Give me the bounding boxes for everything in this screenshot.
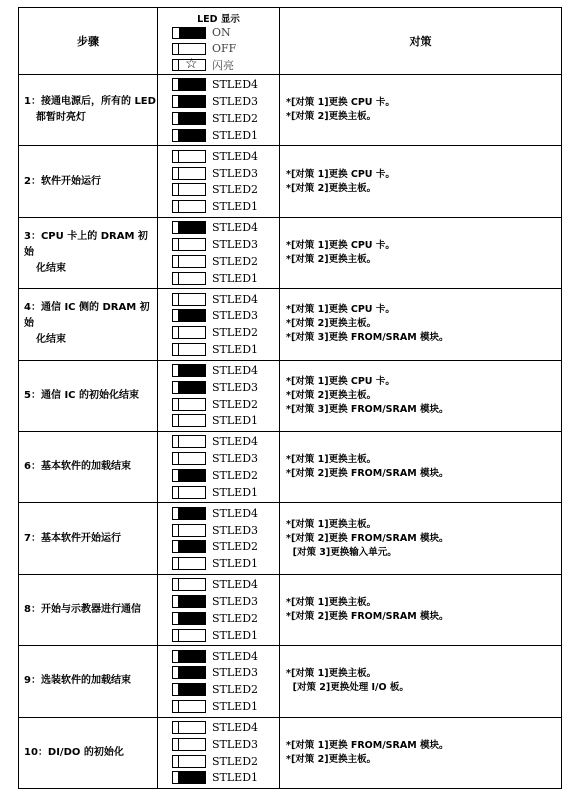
led-name: STLED1 [212, 628, 259, 642]
led-display-title: LED 显示 [197, 13, 240, 25]
header-led-legend [158, 8, 280, 75]
action-item: *[对策 1]更换 CPU 卡。 [286, 304, 395, 316]
step-cell [19, 574, 158, 645]
led-name: STLED3 [212, 95, 259, 109]
led-row [172, 539, 279, 556]
led-indicator-on [172, 666, 206, 679]
led-name: STLED4 [212, 578, 259, 592]
legend-off-label: OFF [212, 42, 237, 55]
led-indicator-on [172, 650, 206, 663]
action-item: *[对策 2]更换 FROM/SRAM 模块。 [286, 610, 449, 622]
led-name: STLED3 [212, 452, 259, 466]
action-item: *[对策 2]更换 FROM/SRAM 模块。 [286, 532, 449, 544]
step-text: 2：软件开始运行 [24, 175, 101, 187]
led-name: STLED4 [212, 364, 259, 378]
led-indicator-off [172, 435, 206, 448]
step-cell [19, 75, 158, 146]
led-row [172, 698, 279, 715]
action-item: *[对策 1]更换 CPU 卡。 [286, 375, 395, 387]
led-name: STLED4 [212, 649, 259, 663]
table-row [19, 646, 562, 717]
led-name: STLED2 [212, 254, 259, 268]
led-row [172, 362, 279, 379]
step-text: 1：接通电源后，所有的 LED [24, 96, 156, 108]
led-indicator-off [172, 150, 206, 163]
led-cell [158, 717, 280, 788]
led-name: STLED4 [212, 78, 259, 92]
step-text: 都暂时亮灯 [36, 112, 86, 124]
led-name: STLED4 [212, 435, 259, 449]
led-indicator-off [172, 557, 206, 570]
led-indicator-off [172, 524, 206, 537]
action-item: *[对策 1]更换 CPU 卡。 [286, 168, 395, 180]
table-row [19, 146, 562, 217]
action-item: *[对策 1]更换 CPU 卡。 [286, 97, 395, 109]
step-cell [19, 289, 158, 360]
legend-on [172, 25, 279, 41]
led-name: STLED2 [212, 183, 259, 197]
led-indicator-off [172, 293, 206, 306]
table-row [19, 503, 562, 574]
led-indicator-off [172, 414, 206, 427]
led-row [172, 665, 279, 682]
led-name: STLED2 [212, 683, 259, 697]
legend-off [172, 41, 279, 57]
led-row [172, 467, 279, 484]
led-indicator-off [172, 343, 206, 356]
step-cell [19, 431, 158, 502]
led-off-swatch [172, 43, 206, 55]
led-indicator-off [172, 738, 206, 751]
led-row [172, 341, 279, 358]
action-item: [对策 3]更换输入单元。 [286, 546, 397, 558]
led-name: STLED1 [212, 343, 259, 357]
led-name: STLED1 [212, 485, 259, 499]
led-name: STLED2 [212, 469, 259, 483]
led-blink-swatch [172, 55, 206, 72]
led-indicator-off [172, 755, 206, 768]
led-indicator-on [172, 469, 206, 482]
led-name: STLED4 [212, 221, 259, 235]
led-indicator-on [172, 129, 206, 142]
led-row [172, 770, 279, 787]
star-icon: ☆ [185, 55, 198, 72]
led-row [172, 681, 279, 698]
action-item: *[对策 1]更换主板。 [286, 596, 377, 608]
led-troubleshooting-table [18, 7, 562, 789]
action-item: *[对策 1]更换 FROM/SRAM 模块。 [286, 739, 449, 751]
led-cell [158, 289, 280, 360]
table-row [19, 289, 562, 360]
led-cell [158, 146, 280, 217]
led-row [172, 555, 279, 572]
led-row [172, 413, 279, 430]
led-indicator-off [172, 200, 206, 213]
led-name: STLED1 [212, 771, 259, 785]
step-cell [19, 717, 158, 788]
led-name: STLED3 [212, 238, 259, 252]
led-name: STLED2 [212, 112, 259, 126]
led-row [172, 627, 279, 644]
led-indicator-on [172, 95, 206, 108]
step-text: 4：通信 IC 侧的 DRAM 初始 [24, 302, 150, 330]
action-cell [280, 646, 562, 717]
led-indicator-off [172, 578, 206, 591]
led-name: STLED1 [212, 128, 259, 142]
action-cell [280, 360, 562, 431]
led-indicator-off [172, 326, 206, 339]
action-item: *[对策 2]更换主板。 [286, 318, 377, 330]
action-cell [280, 289, 562, 360]
action-cell [280, 574, 562, 645]
led-row [172, 505, 279, 522]
led-indicator-on [172, 683, 206, 696]
step-cell [19, 146, 158, 217]
step-text: 8：开始与示教器进行通信 [24, 603, 141, 615]
led-name: STLED3 [212, 166, 259, 180]
led-name: STLED4 [212, 149, 259, 163]
led-indicator-off [172, 700, 206, 713]
led-indicator-off [172, 238, 206, 251]
step-text: 10：DI/DO 的初始化 [24, 746, 124, 758]
led-row [172, 219, 279, 236]
led-row [172, 324, 279, 341]
led-indicator-on [172, 309, 206, 322]
step-text: 化结束 [36, 334, 66, 346]
led-indicator-on [172, 771, 206, 784]
led-indicator-on [172, 112, 206, 125]
action-cell [280, 146, 562, 217]
led-row [172, 253, 279, 270]
legend-blink [172, 57, 279, 73]
led-row [172, 719, 279, 736]
led-name: STLED1 [212, 700, 259, 713]
step-cell [19, 503, 158, 574]
action-item: *[对策 2]更换主板。 [286, 111, 377, 123]
action-cell [280, 431, 562, 502]
led-indicator-off [172, 452, 206, 465]
led-name: STLED1 [212, 200, 259, 214]
led-row [172, 753, 279, 770]
led-indicator-off [172, 398, 206, 411]
led-indicator-off [172, 272, 206, 285]
led-indicator-on [172, 612, 206, 625]
step-text: 化结束 [36, 262, 66, 274]
led-indicator-on [172, 540, 206, 553]
step-text: 6：基本软件的加载结束 [24, 461, 131, 473]
action-item: *[对策 1]更换主板。 [286, 518, 377, 530]
led-on-swatch [172, 27, 206, 39]
action-item: *[对策 2]更换主板。 [286, 753, 377, 765]
led-name: STLED2 [212, 611, 259, 625]
led-row [172, 148, 279, 165]
step-text: 5：通信 IC 的初始化结束 [24, 389, 139, 401]
led-name: STLED1 [212, 414, 259, 428]
led-row [172, 450, 279, 467]
led-row [172, 165, 279, 182]
action-cell [280, 717, 562, 788]
led-name: STLED3 [212, 737, 259, 751]
led-cell [158, 75, 280, 146]
action-cell [280, 75, 562, 146]
led-indicator-off [172, 629, 206, 642]
led-indicator-off [172, 255, 206, 268]
led-row [172, 396, 279, 413]
led-row [172, 291, 279, 308]
led-row [172, 736, 279, 753]
action-item: *[对策 1]更换 CPU 卡。 [286, 239, 395, 251]
action-item: *[对策 1]更换主板。 [286, 454, 377, 466]
action-item: *[对策 2]更换主板。 [286, 253, 377, 265]
table-row [19, 574, 562, 645]
led-cell [158, 360, 280, 431]
led-indicator-off [172, 183, 206, 196]
led-row [172, 198, 279, 215]
step-cell [19, 217, 158, 288]
led-name: STLED1 [212, 271, 259, 285]
led-name: STLED2 [212, 540, 259, 554]
led-name: STLED4 [212, 506, 259, 520]
step-text: 3：CPU 卡上的 DRAM 初始 [24, 230, 148, 258]
led-name: STLED3 [212, 523, 259, 537]
led-indicator-on [172, 381, 206, 394]
led-indicator-on [172, 221, 206, 234]
led-name: STLED4 [212, 721, 259, 734]
legend-blink-label: 闪亮 [212, 58, 234, 72]
led-name: STLED2 [212, 397, 259, 411]
led-cell [158, 431, 280, 502]
action-item: *[对策 2]更换主板。 [286, 182, 377, 194]
table-row [19, 75, 562, 146]
led-name: STLED3 [212, 380, 259, 394]
led-row [172, 593, 279, 610]
led-cell [158, 217, 280, 288]
led-row [172, 236, 279, 253]
action-item: *[对策 3]更换 FROM/SRAM 模块。 [286, 403, 449, 415]
action-item: [对策 2]更换处理 I/O 板。 [286, 682, 409, 694]
action-item: *[对策 1]更换主板。 [286, 668, 377, 680]
step-text: 9：选装软件的加载结束 [24, 675, 131, 687]
led-name: STLED2 [212, 754, 259, 768]
led-row [172, 270, 279, 287]
legend-on-label: ON [212, 26, 231, 39]
header-action: 对策 [280, 8, 562, 75]
led-indicator-on [172, 507, 206, 520]
led-indicator-off [172, 486, 206, 499]
led-name: STLED2 [212, 326, 259, 340]
table-row [19, 431, 562, 502]
action-item: *[对策 2]更换主板。 [286, 389, 377, 401]
led-row [172, 610, 279, 627]
led-cell [158, 646, 280, 717]
step-cell [19, 360, 158, 431]
table-row [19, 217, 562, 288]
led-row [172, 308, 279, 325]
led-row [172, 379, 279, 396]
action-cell [280, 217, 562, 288]
header-row [19, 8, 562, 75]
led-row [172, 77, 279, 94]
step-cell [19, 646, 158, 717]
led-cell [158, 503, 280, 574]
led-row [172, 93, 279, 110]
step-text: 7：基本软件开始运行 [24, 532, 121, 544]
led-row [172, 434, 279, 451]
led-name: STLED3 [212, 309, 259, 323]
led-row [172, 182, 279, 199]
led-indicator-on [172, 78, 206, 91]
header-step: 步骤 [19, 8, 158, 75]
action-cell [280, 503, 562, 574]
led-row [172, 484, 279, 501]
table-row [19, 360, 562, 431]
led-row [172, 110, 279, 127]
led-row [172, 576, 279, 593]
led-name: STLED4 [212, 292, 259, 306]
led-row [172, 522, 279, 539]
led-row [172, 648, 279, 665]
led-indicator-off [172, 167, 206, 180]
led-name: STLED1 [212, 557, 259, 571]
led-row [172, 127, 279, 144]
led-name: STLED3 [212, 666, 259, 680]
led-cell [158, 574, 280, 645]
led-name: STLED3 [212, 595, 259, 609]
action-item: *[对策 3]更换 FROM/SRAM 模块。 [286, 332, 449, 344]
led-indicator-on [172, 595, 206, 608]
table-row [19, 717, 562, 788]
led-indicator-on [172, 364, 206, 377]
action-item: *[对策 2]更换 FROM/SRAM 模块。 [286, 468, 449, 480]
led-indicator-off [172, 721, 206, 734]
